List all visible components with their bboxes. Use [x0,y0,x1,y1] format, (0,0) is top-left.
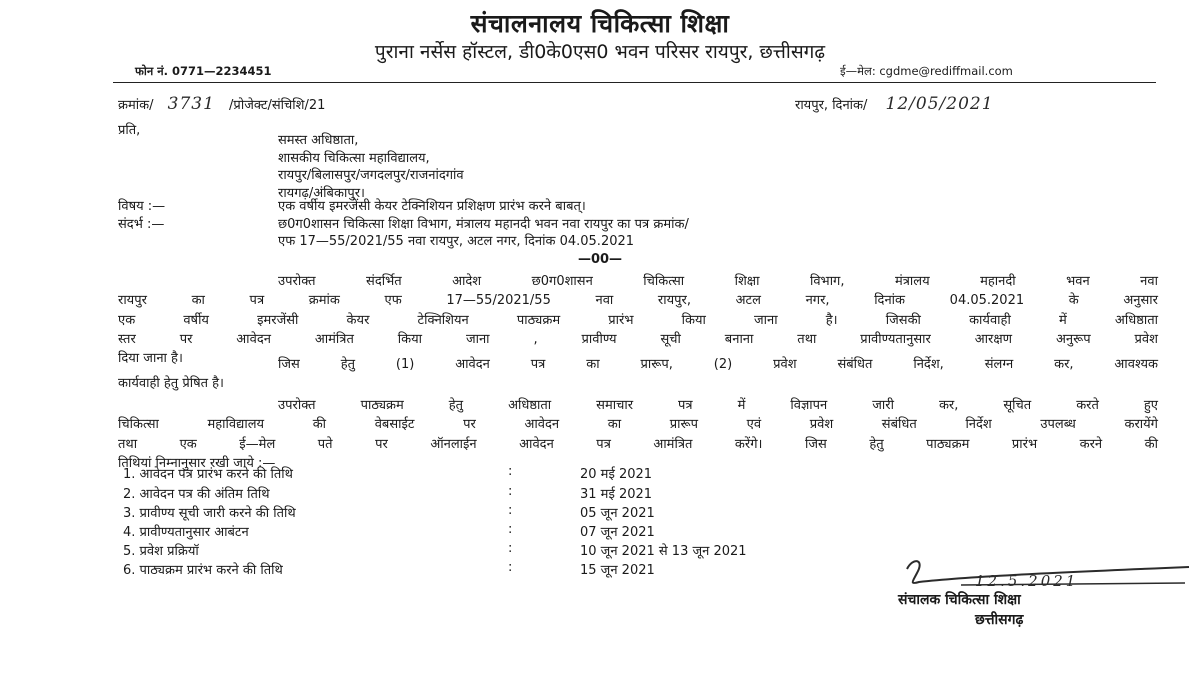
reference-line-2: एफ 17—55/2021/55 नवा रायपुर, अटल नगर, दिनांक 04.05.2021 [278,234,635,249]
to-label: प्रति, [118,123,141,138]
paragraph-line: जिस हेतु (1) आवेदन पत्र का प्रारूप, (2) प्रवेश संबंधित निर्देश, संलग्न कर, आवश्यक [278,357,1158,372]
department-title: संचालनालय चिकित्सा शिक्षा [470,9,730,38]
date-handwritten: 12/05/2021 [885,94,994,114]
paragraph-line: चिकित्सा महाविद्यालय की वेबसाईट पर आवेदन का प्रारूप एवं प्रवेश संबंधित निर्देश उपलब्ध करायेंगे [118,417,1158,433]
signature-date-handwritten: 12.5.2021 [975,572,1079,590]
phone-number: फोन नं. 0771—2234451 [135,64,272,78]
schedule-item-colon: : [508,464,513,479]
recipient-line: शासकीय चिकित्सा महाविद्यालय, [278,150,430,166]
schedule-item-label: 6. पाठ्यक्रम प्रारंभ करने की तिथि [123,563,283,578]
ref-prefix: क्रमांक/ [118,98,154,113]
schedule-item-date: 05 जून 2021 [580,506,655,521]
paragraph-line: कार्यवाही हेतु प्रेषित है। [118,376,224,392]
separator: —00— [577,252,623,267]
recipient-line: समस्त अधिष्ठाता, [278,133,359,148]
schedule-item-label: 5. प्रवेश प्रक्रियॉ [123,544,199,559]
header-divider [113,82,1156,83]
signatory-state: छत्तीसगढ़ [975,612,1024,628]
recipient-block [278,132,464,202]
department-address: पुराना नर्सेस हॉस्टल, डी0के0एस0 भवन परिसर रायपुर, छत्तीसगढ़ [374,41,826,63]
paragraph-line: एक वर्षीय इमरजेंसी केयर टेक्निशियन पाठ्यक्रम प्रारंभ किया जाना है। जिसकी कार्यवाही में अधिष्ठाता [118,312,1158,328]
schedule-item-date: 10 जून 2021 से 13 जून 2021 [580,544,747,559]
signatory-designation: संचालक चिकित्सा शिक्षा [898,592,1021,608]
paragraph-line: उपरोक्त संदर्भित आदेश छ0ग0शासन चिकित्सा शिक्षा विभाग, मंत्रालय महानदी भवन नवा [278,274,1158,289]
email-address: ई—मेल: cgdme@rediffmail.com [840,64,1013,78]
recipient-line: रायपुर/बिलासपुर/जगदलपुर/राजनांदगांव [278,168,464,183]
reference-line-1: छ0ग0शासन चिकित्सा शिक्षा विभाग, मंत्रालय महानदी भवन नवा रायपुर का पत्र क्रमांक/ [278,217,689,232]
subject-text: एक वर्षीय इमरजेंसी केयर टेक्निशियन प्रशिक्षण प्रारंभ करने बाबत्। [278,199,586,214]
paragraph-line: रायपुर का पत्र क्रमांक एफ 17—55/2021/55 नवा रायपुर, अटल नगर, दिनांक 04.05.2021 के अनुसार [118,293,1158,309]
paragraph-line: उपरोक्त पाठ्यक्रम हेतु अधिष्ठाता समाचार पत्र में विज्ञापन जारी कर, सूचित करते हुए [278,398,1158,413]
body-paragraph-1 [118,272,1158,368]
body-paragraph-3 [118,396,1158,473]
place-date [795,94,994,114]
schedule-item-date: 31 मई 2021 [580,487,653,502]
schedule-item-date: 07 जून 2021 [580,525,655,540]
schedule-item-label: 1. आवेदन पत्र प्रारंभ करने की तिथि [123,467,293,482]
schedule-item-label: 3. प्रावीण्य सूची जारी करने की तिथि [123,506,296,521]
schedule-item-colon: : [508,560,513,575]
schedule-item-label: 4. प्रावीण्यतानुसार आबंटन [123,525,249,540]
letter-reference [118,94,325,114]
schedule-item-date: 20 मई 2021 [580,467,653,482]
place-date-label: रायपुर, दिनांक/ [795,98,868,113]
subject-label: विषय :— [118,199,166,214]
paragraph-line: स्तर पर आवेदन आमंत्रित किया जाना , प्रावीण्य सूची बनाना तथा प्रावीण्यतानुसार आरक्षण अनुरूप प्रवेश [118,331,1158,347]
schedule-item-colon: : [508,522,513,537]
schedule-item-colon: : [508,541,513,556]
ref-suffix: /प्रोजेक्ट/संचिशि/21 [229,98,326,113]
body-paragraph-2 [118,355,1158,394]
schedule-item-date: 15 जून 2021 [580,563,655,578]
paragraph-line: तथा एक ई—मेल पते पर ऑनलाईन आवेदन पत्र आमंत्रित करेंगे। जिस हेतु पाठ्यक्रम प्रारंभ करने की [118,436,1158,452]
paragraph-line: तिथियां निम्नानुसार रखी जाये :— [118,455,276,471]
paragraph-line: दिया जाना है। [118,351,183,367]
ref-number-handwritten: 3731 [167,94,215,114]
schedule-item-colon: : [508,484,513,499]
schedule-item-label: 2. आवेदन पत्र की अंतिम तिथि [123,487,270,502]
reference-label: संदर्भ :— [118,217,165,232]
schedule-item-colon: : [508,503,513,518]
recipient-line: रायगढ़/अंबिकापुर। [278,185,365,201]
